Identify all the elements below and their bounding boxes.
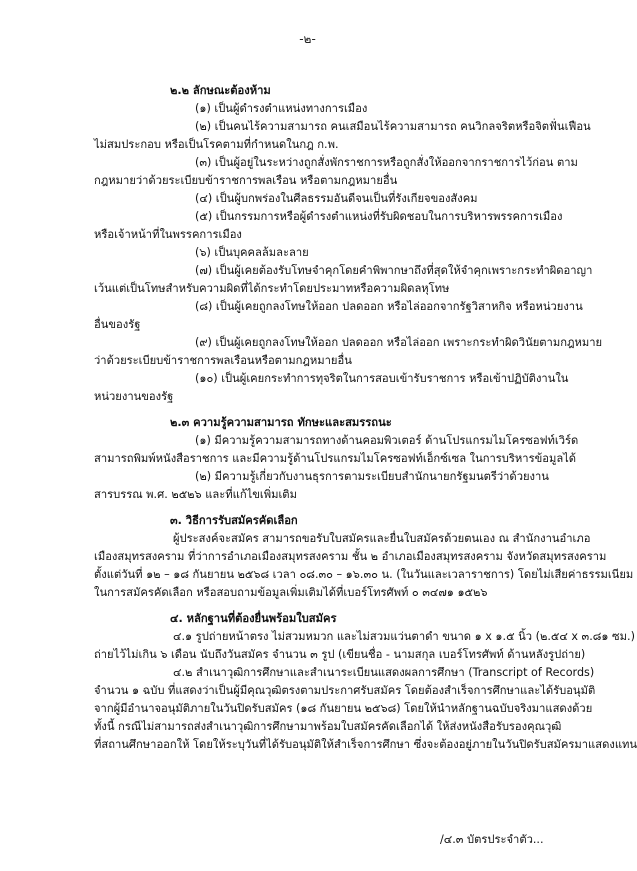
continuation-note: /๔.๓ บัตรประจำตัว... [440,833,544,846]
text-line: ไม่สมประกอบ หรือเป็นโรคตามที่กำหนดในกฎ ก.พ. [94,138,339,151]
text-line: เว้นแต่เป็นโทษสำหรับความผิดที่ได้กระทำโดยประมาทหรือความผิดลหุโทษ [94,282,450,295]
text-line: (๔) เป็นผู้บกพร่องในศีลธรรมอันดีจนเป็นที่รังเกียจของสังคม [195,192,478,205]
page-number: -๒- [299,32,316,46]
text-line: ๔.๒ สำเนาวุฒิการศึกษาและสำเนาระเบียนแสดงผลการศึกษา (Transcript of Records) [173,666,595,679]
text-line: (๒) มีความรู้เกี่ยวกับงานธุรการตามระเบียบสำนักนายกรัฐมนตรีว่าด้วยงาน [195,470,549,483]
text-line: จำนวน ๑ ฉบับ ที่แสดงว่าเป็นผู้มีคุณวุฒิตรงตามประกาศรับสมัคร โดยต้องสำเร็จการศึกษาและได้รับอนุมัติ [94,684,596,697]
document-body [94,82,637,754]
text-line: (๕) เป็นกรรมการหรือผู้ดำรงตำแหน่งที่รับผิดชอบในการบริหารพรรคการเมือง [195,210,563,223]
text-line: เมืองสมุทรสงคราม ที่ว่าการอำเภอเมืองสมุทรสงคราม ชั้น ๒ อำเภอเมืองสมุทรสงคราม จังหวัดสมุทรสงคราม [94,550,607,563]
text-line: อื่นของรัฐ [94,318,141,331]
text-line: ในการสมัครคัดเลือก หรือสอบถามข้อมูลเพิ่มเติมได้ที่เบอร์โทรศัพท์ ๐ ๓๔๗๑ ๑๕๒๖ [94,586,488,599]
text-line: (๖) เป็นบุคคลล้มละลาย [195,246,309,259]
section-heading-2-2: ๒.๒ ลักษณะต้องห้าม [170,84,271,97]
text-line: ที่สถานศึกษาออกให้ โดยให้ระบุวันที่ได้รับอนุมัติให้สำเร็จการศึกษา ซึ่งจะต้องอยู่ภายในวันปิดรับสมัครมาแสดงแทน [94,738,637,751]
text-line: ว่าด้วยระเบียบข้าราชการพลเรือนหรือตามกฎหมายอื่น [94,354,352,367]
text-line: (๑) เป็นผู้ดำรงตำแหน่งทางการเมือง [195,102,368,115]
text-line: ตั้งแต่วันที่ ๑๒ – ๑๘ กันยายน ๒๕๖๘ เวลา ๐๘.๓๐ – ๑๖.๓๐ น. (ในวันและเวลาราชการ) โดยไม่เสียค่าธรรมเนียม [94,568,634,581]
section-heading-4: ๔. หลักฐานที่ต้องยื่นพร้อมใบสมัคร [170,612,337,625]
text-line: กฎหมายว่าด้วยระเบียบข้าราชการพลเรือน หรือตามกฎหมายอื่น [94,174,398,187]
text-line: หน่วยงานของรัฐ [94,390,174,403]
text-line: (๒) เป็นคนไร้ความสามารถ คนเสมือนไร้ความสามารถ คนวิกลจริตหรือจิตฟั่นเฟือน [195,120,591,133]
text-line: จากผู้มีอำนาจอนุมัติภายในวันปิดรับสมัคร (๑๘ กันยายน ๒๕๖๘) โดยให้นำหลักฐานฉบับจริงมาแสดงด้วย [94,702,593,715]
text-line: ผู้ประสงค์จะสมัคร สามารถขอรับใบสมัครและยื่นใบสมัครด้วยตนเอง ณ สำนักงานอำเภอ [173,532,591,545]
text-line: (๑) มีความรู้ความสามารถทางด้านคอมพิวเตอร์ ด้านโปรแกรมไมโครซอฟท์เวิร์ด [195,434,579,447]
text-line: (๓) เป็นผู้อยู่ในระหว่างถูกสั่งพักราชการหรือถูกสั่งให้ออกจากราชการไว้ก่อน ตาม [195,156,578,169]
text-line: ทั้งนี้ กรณีไม่สามารถส่งสำเนาวุฒิการศึกษามาพร้อมใบสมัครคัดเลือกได้ ให้ส่งหนังสือรับรองคุณวุฒิ [94,720,562,733]
text-line: หรือเจ้าหน้าที่ในพรรคการเมือง [94,228,242,241]
section-heading-3: ๓. วิธีการรับสมัครคัดเลือก [170,514,298,527]
text-line: สารบรรณ พ.ศ. ๒๕๒๖ และที่แก้ไขเพิ่มเติม [94,488,297,501]
text-line: ๔.๑ รูปถ่ายหน้าตรง ไม่สวมหมวก และไม่สวมแว่นตาดำ ขนาด ๑ x ๑.๕ นิ้ว (๒.๕๔ x ๓.๘๑ ซม.) [173,630,635,643]
text-line: สามารถพิมพ์หนังสือราชการ และมีความรู้ด้านโปรแกรมไมโครซอฟท์เอ็กซ์เซล ในการบริหารข้อมูลได้ [94,452,577,465]
text-line: (๑๐) เป็นผู้เคยกระทำการทุจริตในการสอบเข้ารับราชการ หรือเข้าปฏิบัติงานใน [195,372,569,385]
text-line: (๙) เป็นผู้เคยถูกลงโทษให้ออก ปลดออก หรือไล่ออก เพราะกระทำผิดวินัยตามกฎหมาย [195,336,603,349]
text-line: ถ่ายไว้ไม่เกิน ๖ เดือน นับถึงวันสมัคร จำนวน ๓ รูป (เขียนชื่อ - นามสกุล เบอร์โทรศัพท์ ด้านหลังรูปถ่าย) [94,648,586,661]
text-line: (๗) เป็นผู้เคยต้องรับโทษจำคุกโดยคำพิพากษาถึงที่สุดให้จำคุกเพราะกระทำผิดอาญา [195,264,593,277]
text-line: (๘) เป็นผู้เคยถูกลงโทษให้ออก ปลดออก หรือไล่ออกจากรัฐวิสาหกิจ หรือหน่วยงาน [195,300,583,313]
section-heading-2-3: ๒.๓ ความรู้ความสามารถ ทักษะและสมรรถนะ [170,416,392,429]
